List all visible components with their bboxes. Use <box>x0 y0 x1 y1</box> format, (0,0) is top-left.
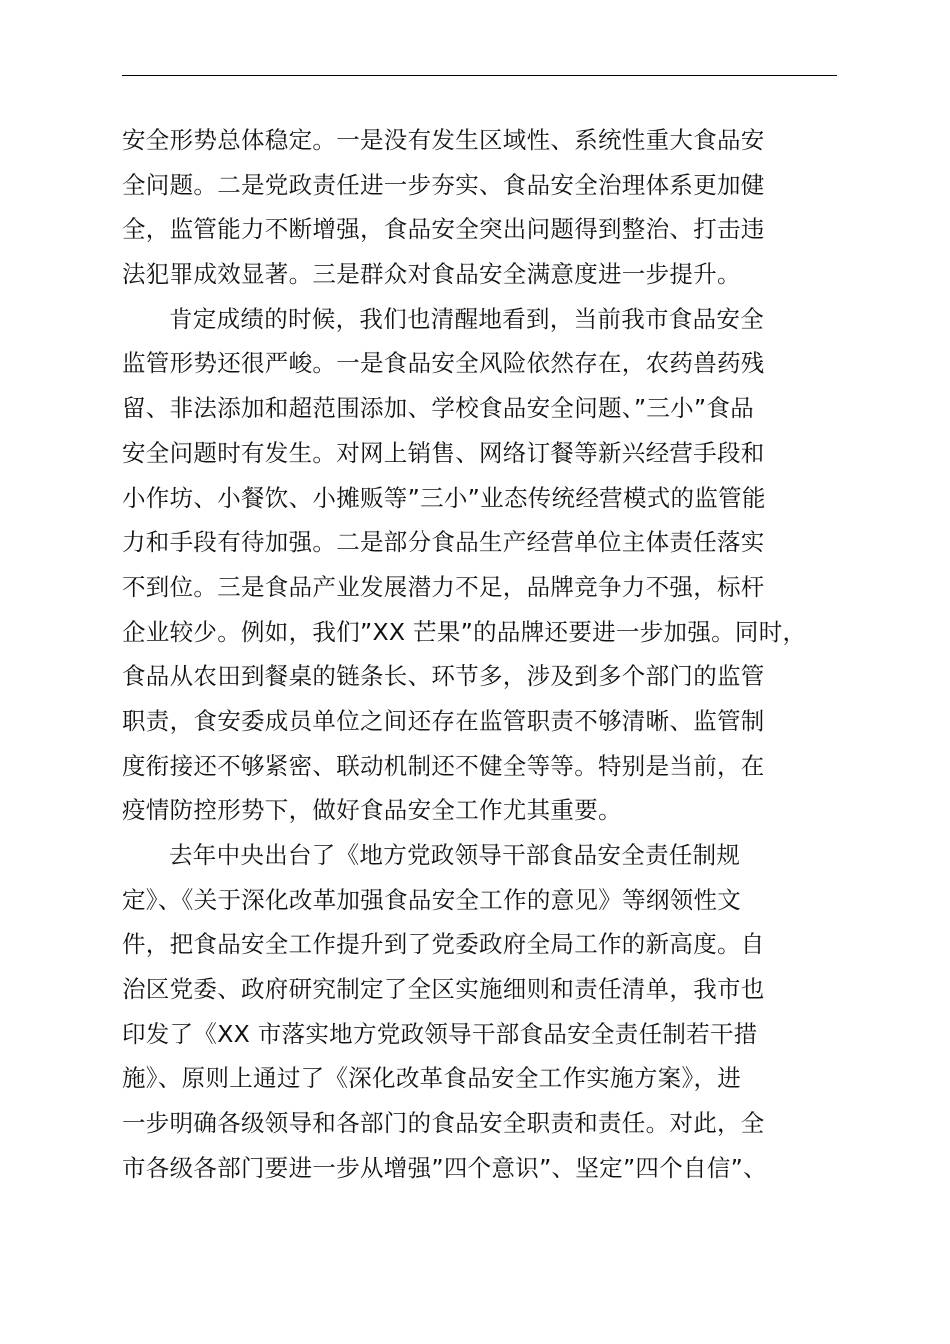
text-line: 施》、原则上通过了《深化改革食品安全工作实施方案》，进 <box>122 1064 742 1093</box>
text-line: 疫情防控形势下，做好食品安全工作尤其重要。 <box>122 796 622 825</box>
text-line: 件，把食品安全工作提升到了党委政府全局工作的新高度。自 <box>122 930 765 959</box>
text-line: 小作坊、小餐饮、小摊贩等”三小”业态传统经营模式的监管能 <box>122 483 766 512</box>
paragraph-2 <box>122 297 862 833</box>
text-line: 留、非法添加和超范围添加、学校食品安全问题、”三小”食品 <box>122 394 754 423</box>
text-line: 力和手段有待加强。二是部分食品生产经营单位主体责任落实 <box>122 528 765 557</box>
text-line: 度衔接还不够紧密、联动机制还不健全等等。特别是当前，在 <box>122 751 765 780</box>
text-line: 安全问题时有发生。对网上销售、网络订餐等新兴经营手段和 <box>122 438 765 467</box>
text-line: 印发了《XX 市落实地方党政领导干部食品安全责任制若干措 <box>122 1019 758 1048</box>
text-line: 不到位。三是食品产业发展潜力不足，品牌竞争力不强，标杆 <box>122 572 765 601</box>
text-line: 定》、《关于深化改革加强食品安全工作的意见》等纲领性文 <box>122 885 742 914</box>
text-line: 治区党委、政府研究制定了全区实施细则和责任清单，我市也 <box>122 975 765 1004</box>
text-line: 法犯罪成效显著。三是群众对食品安全满意度进一步提升。 <box>122 260 741 289</box>
body-text <box>122 118 862 1191</box>
text-line: 食品从农田到餐桌的链条长、环节多，涉及到多个部门的监管 <box>122 662 765 691</box>
text-line: 职责，食安委成员单位之间还存在监管职责不够清晰、监管制 <box>122 706 765 735</box>
text-line: 一步明确各级领导和各部门的食品安全职责和责任。对此，全 <box>122 1109 765 1138</box>
text-line: 企业较少。例如，我们”XX 芒果”的品牌还要进一步加强。同时， <box>122 617 807 646</box>
text-line: 去年中央出台了《地方党政领导干部食品安全责任制规 <box>169 841 741 869</box>
text-line: 监管形势还很严峻。一是食品安全风险依然存在，农药兽药残 <box>122 349 765 378</box>
text-line: 安全形势总体稳定。一是没有发生区域性、系统性重大食品安 <box>122 126 765 154</box>
paragraph-1 <box>122 118 862 297</box>
header-rule <box>122 75 837 76</box>
text-line: 全问题。二是党政责任进一步夯实、食品安全治理体系更加健 <box>122 170 765 199</box>
text-line: 肯定成绩的时候，我们也清醒地看到，当前我市食品安全 <box>169 304 764 333</box>
text-line: 全，监管能力不断增强，食品安全突出问题得到整治、打击违 <box>122 215 765 244</box>
text-line: 市各级各部门要进一步从增强”四个意识”、坚定”四个自信”、 <box>122 1153 767 1182</box>
paragraph-3 <box>122 833 862 1191</box>
